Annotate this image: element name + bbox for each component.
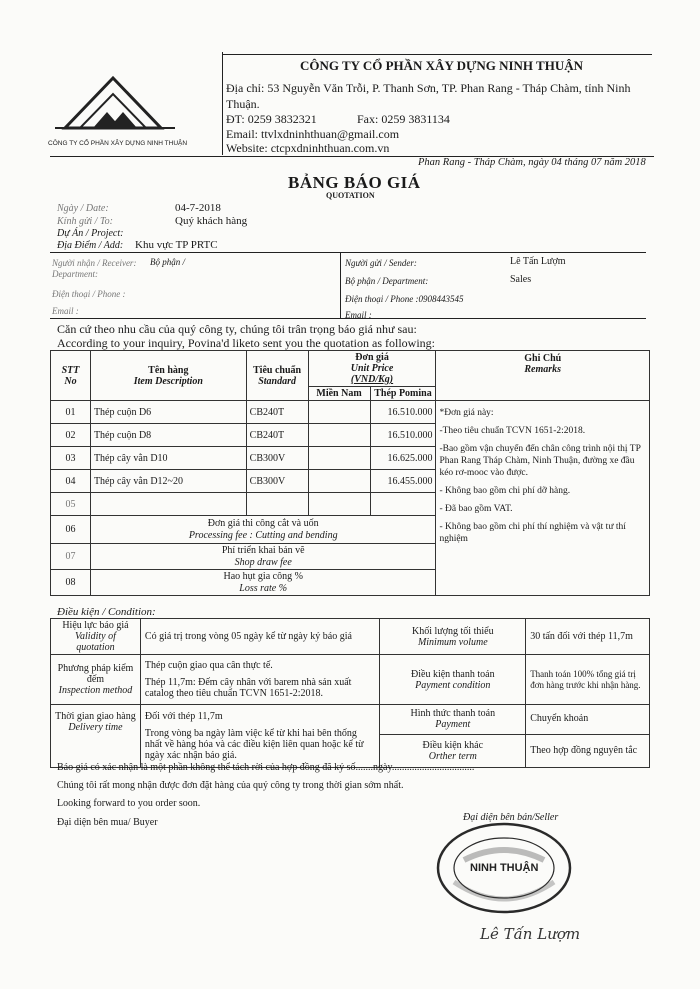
row-mien-nam [308, 493, 370, 516]
remark-line: - Không bao gồm chi phí dỡ hàng. [439, 486, 571, 496]
row-standard: CB300V [246, 470, 308, 493]
row-no: 07 [51, 544, 91, 570]
to-label: Kính gửi / To: [57, 216, 113, 227]
footer-thanks: Chúng tôi rất mong nhận được đơn đặt hàng của quý công ty trong thời gian sớm nhất. [57, 780, 404, 791]
shop-draw-fee-row: Phí triển khai bản vẽ Shop draw fee [90, 544, 436, 570]
header-item: Tên hàng Item Description [90, 351, 246, 401]
page-title: BẢNG BÁO GIÁ [288, 173, 421, 192]
remark-line: *Đơn giá này: [439, 408, 494, 418]
company-address: Địa chỉ: 53 Nguyễn Văn Trỗi, P. Thanh Sơn, TP. Phan Rang - Tháp Chàm, tỉnh Ninh [226, 81, 631, 95]
row-mien-nam [308, 447, 370, 470]
row-standard: CB240T [246, 401, 308, 424]
receiver-phone-label: Điện thoại / Phone : [52, 289, 126, 299]
validity-label: Hiệu lực báo giá Validity of quotation [51, 619, 141, 655]
row-no: 06 [51, 516, 91, 544]
remark-line: -Bao gồm vận chuyển đến chân công trình nội thị TP Phan Rang Tháp Chàm, Ninh Thuận, đường xe đầu kéo rơ-mooc vào được. [439, 444, 641, 478]
sender-department-label: Bộ phận / Department: [345, 276, 429, 286]
row-price: 16.625.000 [370, 447, 436, 470]
company-phone: ĐT: 0259 3832321 [226, 112, 317, 126]
to-value: Quý khách hàng [175, 215, 248, 227]
validity-value: Có giá trị trong vòng 05 ngày kể từ ngày ký báo giá [140, 619, 380, 655]
company-fax: Fax: 0259 3831134 [357, 112, 450, 126]
stamp-text: NINH THUẬN [470, 862, 539, 874]
row-standard: CB300V [246, 447, 308, 470]
company-address-2: Thuận. [226, 97, 260, 111]
date-label: Ngày / Date: [57, 203, 109, 214]
remark-line: - Đã bao gồm VAT. [439, 504, 513, 514]
sender-department-value: Sales [510, 274, 532, 285]
header-mien-nam: Miền Nam [308, 387, 370, 401]
logo-caption: CÔNG TY CỔ PHẦN XÂY DỰNG NINH THUẬN [48, 140, 188, 147]
row-mien-nam [308, 470, 370, 493]
footer-looking-forward: Looking forward to you order soon. [57, 798, 201, 809]
row-price: 16.510.000 [370, 401, 436, 424]
row-standard: CB240T [246, 424, 308, 447]
project-label: Dự Án / Project: [57, 228, 124, 239]
header-pomina: Thép Pomina [370, 387, 436, 401]
payment-type-label: Hình thức thanh toán [410, 708, 496, 719]
sender-label: Người gửi / Sender: [345, 258, 417, 268]
other-term-value: Theo hợp đồng nguyên tắc [530, 745, 638, 756]
row-item: Thép cuộn D8 [90, 424, 246, 447]
payment-other-values [526, 705, 650, 768]
sender-phone: Điện thoại / Phone :0908443545 [345, 294, 464, 304]
row-item [90, 493, 246, 516]
address-label: Địa Điểm / Add: [57, 240, 124, 251]
conditions-table [50, 618, 650, 768]
payment-condition-value: Thanh toán 100% tổng giá trị đơn hàng trước khi nhận hàng. [526, 655, 650, 705]
row-mien-nam [308, 424, 370, 447]
min-volume-value: 30 tấn đối với thép 11,7m [526, 619, 650, 655]
sender-email-label: Email : [345, 310, 372, 320]
row-item: Thép cuộn D6 [90, 401, 246, 424]
processing-fee-row: Đơn giá thi công cắt và uốn Processing fee : Cutting and bending [90, 516, 436, 544]
receiver-label: Người nhận / Receiver: [52, 258, 137, 268]
header-standard: Tiêu chuẩn Standard [246, 351, 308, 401]
row-mien-nam [308, 401, 370, 424]
min-volume-label: Khối lượng tối thiểu Minimum volume [380, 619, 526, 655]
row-item: Thép cây vằn D10 [90, 447, 246, 470]
seller-label: Đại diện bên bán/Seller [463, 812, 559, 823]
remark-line: - Không bao gồm chi phí thí nghiệm và vật tư thí nghiệm [439, 522, 626, 544]
sender-value: Lê Tấn Lượm [510, 256, 566, 267]
row-price: 16.510.000 [370, 424, 436, 447]
header-unit-price: Đơn giá Unit Price (VND/Kg) [308, 351, 436, 387]
payment-other-labels: Hình thức thanh toán Payment Điều kiện khác Orther term [380, 705, 526, 768]
row-no: 04 [51, 470, 91, 493]
intro-en: According to your inquiry, Povina'd liketo sent you the quotation as following: [57, 336, 435, 350]
header-stt: STT No [51, 351, 91, 401]
company-logo [55, 70, 185, 140]
footer-contract-note: Báo giá có xác nhận là một phần không thể tách rời của hợp đồng đã ký số.......ngày................................. [57, 762, 475, 773]
header-remarks: Ghi Chú Remarks [436, 351, 650, 401]
payment-type-value: Chuyển khoản [526, 705, 649, 735]
receiver-department-label: Department: [52, 269, 98, 279]
signature: Lê Tấn Lượm [480, 925, 581, 943]
other-term-label: Điều kiện khác [422, 740, 484, 751]
date-line: Phan Rang - Tháp Chàm, ngày 04 tháng 07 năm 2018 [418, 157, 646, 168]
loss-rate-row: Hao hụt gia công % Loss rate % [90, 570, 436, 596]
row-no: 05 [51, 493, 91, 516]
row-item: Thép cây vằn D12~20 [90, 470, 246, 493]
receiver-email-label: Email : [52, 306, 79, 316]
quotation-table [50, 350, 650, 596]
company-website: Website: ctcpxdninhthuan.com.vn [226, 141, 390, 155]
row-price: 16.455.000 [370, 470, 436, 493]
row-standard [246, 493, 308, 516]
page-subtitle: QUOTATION [326, 191, 375, 200]
row-no: 01 [51, 401, 91, 424]
remarks-cell [436, 401, 650, 596]
row-no: 08 [51, 570, 91, 596]
receiver-value: Bộ phận / [150, 257, 185, 267]
delivery-value: Đối với thép 11,7m Trong vòng ba ngày làm việc kể từ khi hai bên thống nhất về hàng hóa và các điều kiện liên quan hoặc kể từ ngày xác nhận báo giá. [140, 705, 380, 768]
row-no: 03 [51, 447, 91, 470]
inspection-value: Thép cuộn giao qua cân thực tế. Thép 11,7m: Đếm cây nhân với barem nhà sản xuất catalog theo tiêu chuẩn TCVN 1651-2:2018. [140, 655, 380, 705]
intro-vn: Căn cứ theo nhu cầu của quý công ty, chúng tôi trân trọng báo giá như sau: [57, 322, 417, 336]
inspection-label: Phương pháp kiểm đếm Inspection method [51, 655, 141, 705]
payment-condition-label: Điều kiện thanh toán Payment condition [380, 655, 526, 705]
remark-line: -Theo tiêu chuẩn TCVN 1651-2:2018. [439, 426, 586, 436]
row-no: 02 [51, 424, 91, 447]
address-value: Khu vực TP PRTC [135, 239, 218, 251]
company-name: CÔNG TY CỔ PHẦN XÂY DỰNG NINH THUẬN [300, 58, 583, 73]
conditions-title: Điều kiện / Condition: [57, 606, 156, 618]
delivery-label: Thời gian giao hàng Delivery time [51, 705, 141, 768]
buyer-label: Đại diện bên mua/ Buyer [57, 817, 158, 828]
company-email: Email: ttvlxdninhthuan@gmail.com [226, 127, 400, 141]
date-value: 04-7-2018 [175, 202, 221, 214]
row-price [370, 493, 436, 516]
